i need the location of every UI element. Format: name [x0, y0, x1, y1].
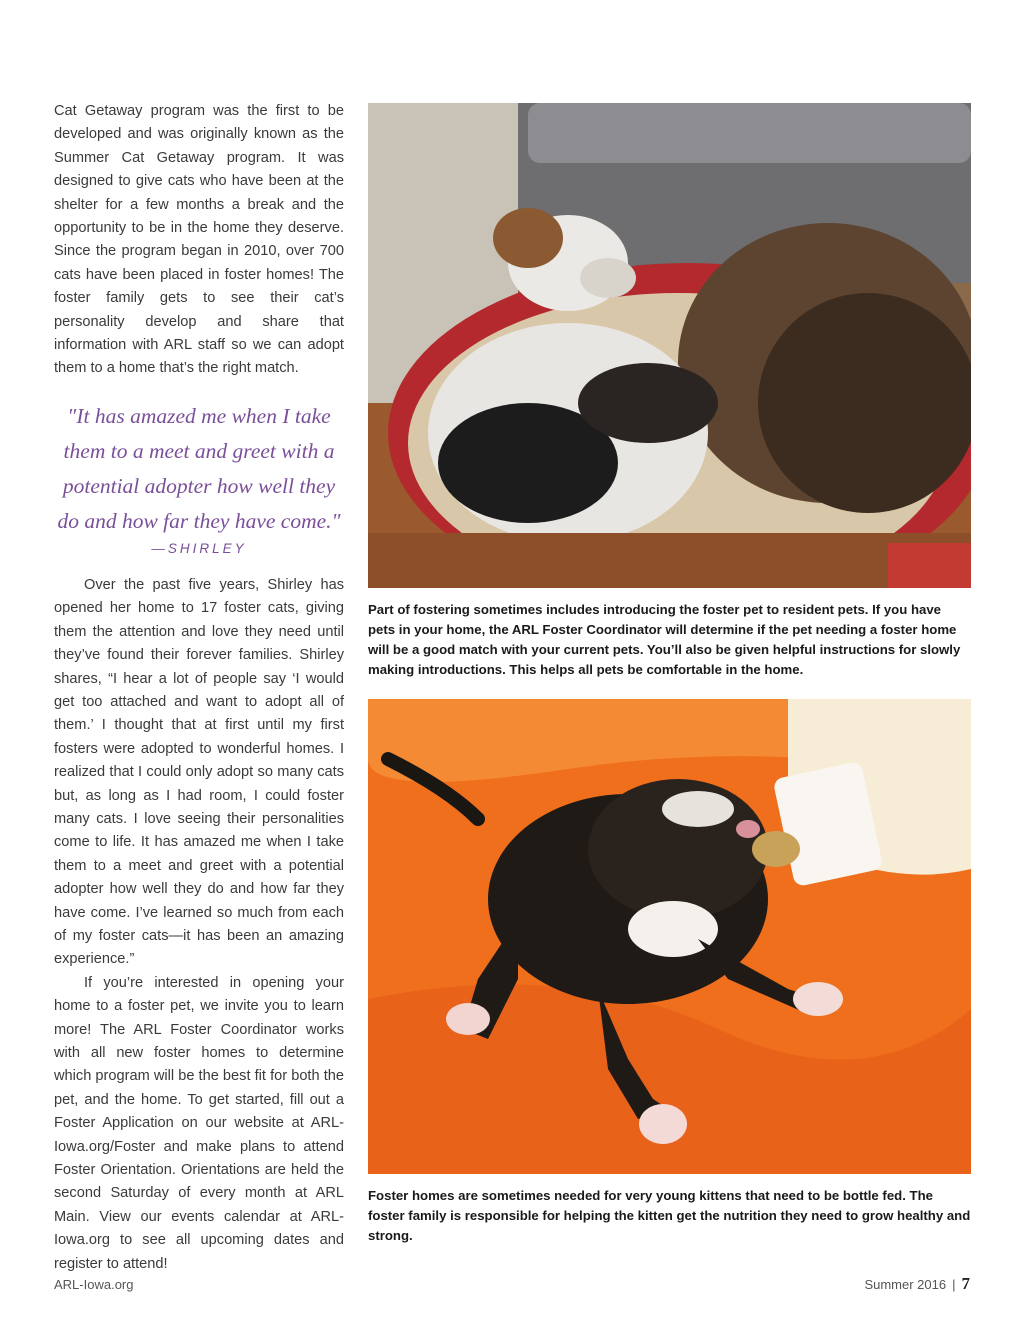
pull-quote-attribution: —SHIRLEY	[151, 540, 247, 556]
photo-dogs-on-bed	[368, 103, 971, 588]
photo-kitten-bottle-feeding	[368, 699, 971, 1174]
left-text-column	[54, 100, 344, 1276]
footer-website: ARL-Iowa.org	[54, 1277, 134, 1292]
pull-quote: "It has amazed me when I take them to a meet and greet with a potential adopter how well they do and how far they have come."	[57, 403, 341, 533]
photo-2-caption: Foster homes are sometimes needed for very young kittens that need to be bottle fed. The foster family is responsible for helping the kitten get the nutrition they need to grow healthy and strong.	[368, 1188, 971, 1243]
footer-page-info	[864, 1274, 970, 1294]
body-paragraph-3: If you’re interested in opening your home to a foster pet, we invite you to learn more! The ARL Foster Coordinator works with all new foster homes to determine which program will be the best fit for both the pet, and the home. To get started, fill out a Foster Application on our website at ARL-Iowa.org/Foster and make plans to attend Foster Orientation. Orientations are held the second Saturday of every month at ARL Main. View our events calendar at ARL-Iowa.org to see all upcoming dates and register to attend!	[54, 974, 344, 1272]
footer-separator: |	[952, 1276, 956, 1292]
photo-1-caption: Part of fostering sometimes includes introducing the foster pet to resident pets. If you have pets in your home, the ARL Foster Coordinator will determine if the pet needing a foster home will be a good match with your current pets. You’ll also be given helpful instructions for slowly making introductions. This helps all pets be comfortable in the home.	[368, 602, 961, 677]
body-paragraph-1: Cat Getaway program was the first to be developed and was originally known as the Summer Cat Getaway program. It was designed to give cats who have been at the shelter for a few months a break and the opportunity to be in the home they deserve. Since the program began in 2010, over 700 cats have been placed in foster homes! The foster family gets to see their cat’s personality develop and share that information with ARL staff so we can adopt them to a home that’s the right match.	[54, 103, 344, 377]
footer-issue: Summer 2016	[864, 1276, 947, 1292]
page-number: 7	[961, 1274, 970, 1293]
body-paragraph-2: Over the past five years, Shirley has opened her home to 17 foster cats, giving them the attention and love they need until they’ve found their forever families. Shirley shares, “I hear a lot of people say ‘I would get too attached and want to adopt all of them.’ I thought that at first until my first fosters were adopted to wonderful homes. I realized that I could only adopt so many cats but, as long as I had room, I could foster many cats. I love seeing their personalities come to life. It has amazed me when I take them to a meet and greet with a potential adopter how well they do and how far they have come. I’ve learned so much from each of my foster cats—it has been an amazing experience.”	[54, 576, 344, 968]
